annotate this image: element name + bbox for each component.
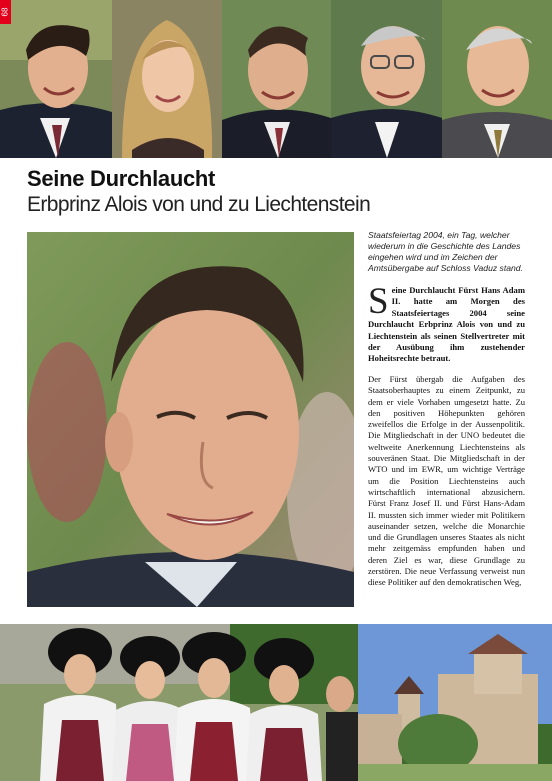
body-text: Der Fürst übergab die Aufgaben des Staatsoberhauptes zu einem Zeitpunkt, zu dem er viele Vorhaben umgesetzt hatte. Zu den positiven Höhepunkten gehören zweifellos die Erfolge in der Aussenpolitik. Die Mitgliedschaft in der UNO bedeutet die weltweite Anerkennung Liechtensteins als souveränen Staat. Die Mitgliedschaft in der WTO und im EWR, um wichtige Verträge um die Position Liechtensteins auch wirtschaftlich international abzusichern. Fürst Franz Josef II. und Fürst Hans-Adam II. mussten sich immer wieder mit Politikern auseinander setzen, welche die Monarchie und die Grundlagen unseres Staates als nicht mehr zeitgemäss empfunden haben und deren Ziel es war, diese Grundlage zu zerstören. Die neue Verfassung verweist nun diese Politiker auf den demokratischen Weg,	[368, 374, 525, 588]
photo-older-man-glasses	[331, 0, 442, 158]
article-title: Seine Durchlaucht	[27, 166, 216, 191]
article-heading	[27, 166, 527, 217]
photo-older-man-smiling	[442, 0, 552, 158]
lead-paragraph	[368, 281, 525, 365]
portrait-photo	[27, 232, 354, 607]
photo-woman-smiling	[112, 0, 222, 158]
page-number: 68	[0, 0, 11, 24]
drop-cap: S	[368, 281, 389, 322]
lead-text: eine Durchlaucht Fürst Hans Adam II. hatte am Morgen des Staatsfeiertages 2004 seine Durchlaucht Erbprinz Alois von und zu Liechtenstein als seinen Stellvertreter mit der Ausübung ihm zustehender Hoheitsrechte betraut.	[368, 285, 525, 364]
top-photo-strip	[0, 0, 552, 158]
photo-man-smiling-2	[222, 0, 331, 158]
photo-caption: Staatsfeiertag 2004, ein Tag, welcher wiederum in die Geschichte des Landes eingehen wird und im Zeichen der Amtsübergabe auf Schloss Vaduz stand.	[368, 230, 523, 273]
photo-man-smiling-1	[0, 0, 112, 158]
photo-traditional-costume-women	[0, 624, 358, 781]
photo-vaduz-castle	[358, 624, 552, 781]
article-subtitle: Erbprinz Alois von und zu Liechtenstein	[27, 193, 371, 216]
